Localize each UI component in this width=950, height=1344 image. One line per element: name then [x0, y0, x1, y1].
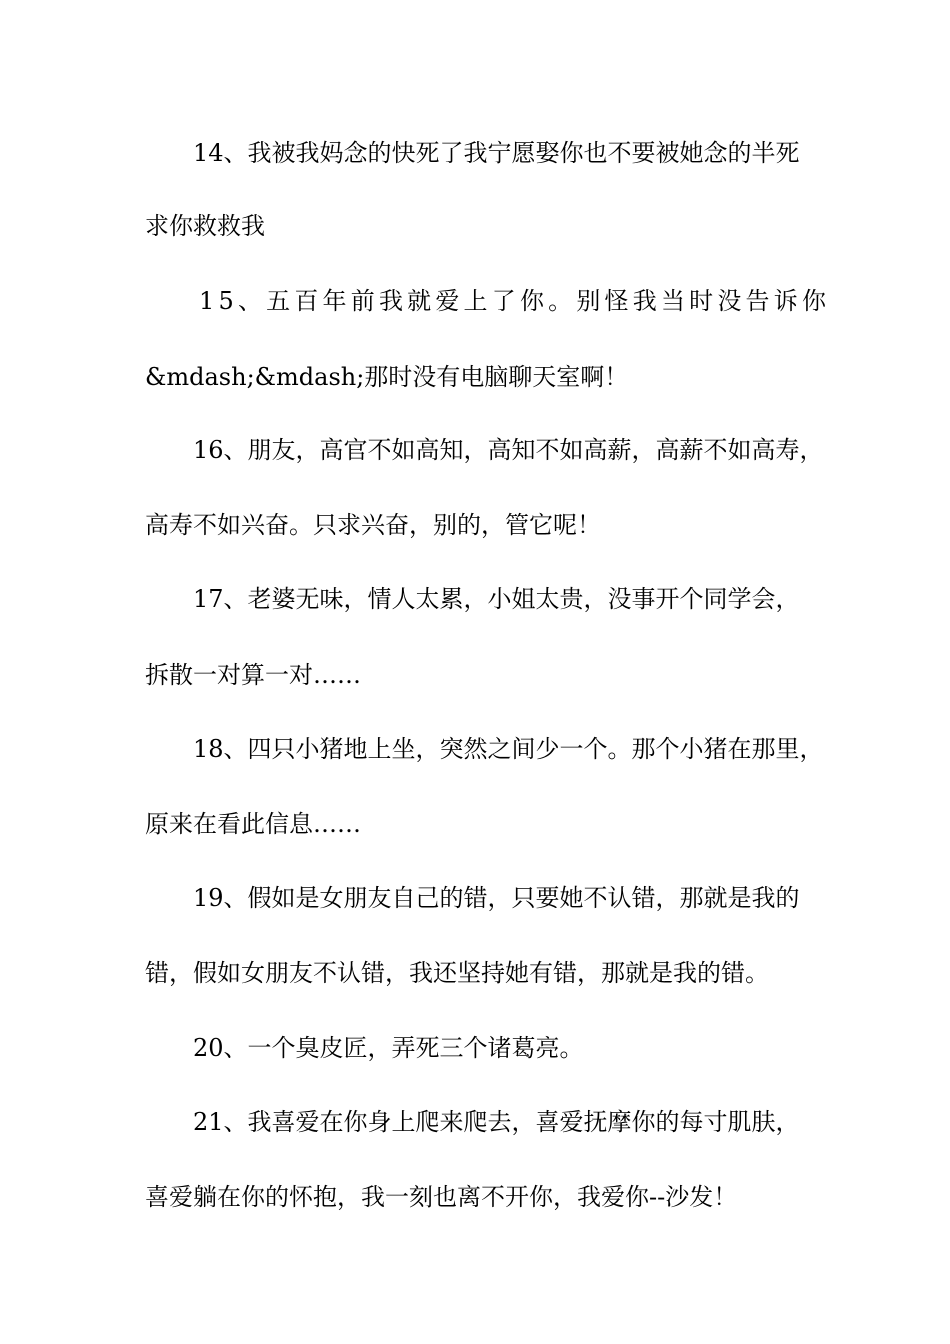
paragraph-17-line-2: 拆散一对算一对……	[145, 661, 361, 689]
paragraph-16-line-1: 16、朋友，高官不如高知，高知不如高薪，高薪不如高寿，	[193, 436, 824, 464]
paragraph-19-line-1: 19、假如是女朋友自己的错，只要她不认错，那就是我的	[193, 884, 800, 912]
paragraph-21-line-2: 喜爱躺在你的怀抱，我一刻也离不开你，我爱你--沙发！	[145, 1183, 738, 1211]
paragraph-15-line-2: &mdash;&mdash;那时没有电脑聊天室啊！	[145, 363, 629, 391]
paragraph-21-line-1: 21、我喜爱在你身上爬来爬去，喜爱抚摩你的每寸肌肤，	[193, 1108, 800, 1136]
paragraph-16-line-2: 高寿不如兴奋。只求兴奋，别的，管它呢！	[145, 511, 601, 539]
paragraph-15-line-1: 15、五百年前我就爱上了你。别怪我当时没告诉你	[199, 287, 831, 315]
paragraph-14-line-1: 14、我被我妈念的快死了我宁愿娶你也不要被她念的半死	[193, 139, 800, 167]
paragraph-19-line-2: 错，假如女朋友不认错，我还坚持她有错，那就是我的错。	[145, 959, 769, 987]
paragraph-18-line-2: 原来在看此信息……	[145, 810, 361, 838]
paragraph-20-line-1: 20、一个臭皮匠，弄死三个诸葛亮。	[193, 1034, 584, 1062]
paragraph-14-line-2: 求你救救我	[145, 212, 265, 240]
paragraph-17-line-1: 17、老婆无味，情人太累，小姐太贵，没事开个同学会，	[193, 585, 800, 613]
paragraph-18-line-1: 18、四只小猪地上坐，突然之间少一个。那个小猪在那里，	[193, 735, 824, 763]
